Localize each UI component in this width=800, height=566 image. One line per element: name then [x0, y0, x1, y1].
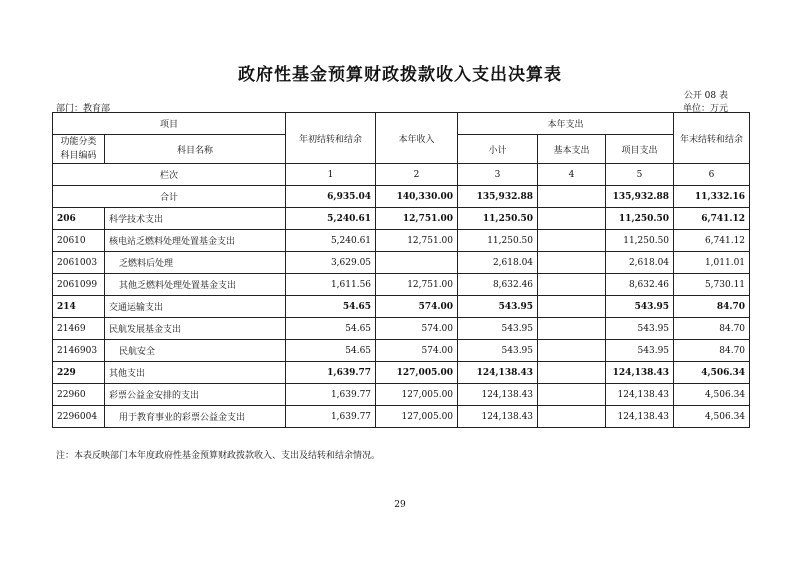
value-cell: 4,506.34 — [674, 406, 750, 428]
value-cell: 2,618.04 — [458, 252, 538, 274]
subject-code: 22960 — [53, 384, 105, 406]
table-row — [53, 318, 750, 340]
value-cell: 8,632.46 — [606, 274, 674, 296]
value-cell: 1,611.56 — [286, 274, 376, 296]
table-row — [53, 340, 750, 362]
subject-name: 彩票公益金安排的支出 — [105, 384, 286, 406]
value-cell: 127,005.00 — [376, 362, 458, 384]
value-cell: 1,011.01 — [674, 252, 750, 274]
subject-name: 用于教育事业的彩票公益金支出 — [105, 406, 286, 428]
value-cell: 11,250.50 — [606, 230, 674, 252]
value-cell: 5,240.61 — [286, 208, 376, 230]
column-index-label: 栏次 — [53, 164, 286, 186]
subject-code: 229 — [53, 362, 105, 384]
header-annual-income: 本年收入 — [376, 113, 458, 164]
value-cell: 4,506.34 — [674, 362, 750, 384]
value-cell: 543.95 — [606, 318, 674, 340]
value-cell: 84.70 — [674, 296, 750, 318]
total-cell: 6,935.04 — [286, 186, 376, 208]
header-annual-expense: 本年支出 — [458, 113, 674, 135]
value-cell: 574.00 — [376, 296, 458, 318]
subject-name: 其他支出 — [105, 362, 286, 384]
value-cell: 84.70 — [674, 340, 750, 362]
header-project-expense: 项目支出 — [606, 135, 674, 164]
subject-name: 核电站乏燃料处理处置基金支出 — [105, 230, 286, 252]
value-cell: 543.95 — [606, 296, 674, 318]
value-cell: 127,005.00 — [376, 406, 458, 428]
subject-code: 214 — [53, 296, 105, 318]
table-row — [53, 296, 750, 318]
value-cell: 124,138.43 — [458, 384, 538, 406]
header-func-code-line1: 功能分类 — [60, 137, 97, 147]
value-cell — [538, 230, 606, 252]
value-cell: 8,632.46 — [458, 274, 538, 296]
header-func-code — [53, 135, 105, 164]
subject-code: 20610 — [53, 230, 105, 252]
header-opening-balance: 年初结转和结余 — [286, 113, 376, 164]
subject-name: 民航发展基金支出 — [105, 318, 286, 340]
value-cell — [538, 208, 606, 230]
value-cell: 5,240.61 — [286, 230, 376, 252]
column-number: 5 — [606, 164, 674, 186]
value-cell — [538, 340, 606, 362]
value-cell — [538, 406, 606, 428]
value-cell — [538, 318, 606, 340]
subject-code: 2061099 — [53, 274, 105, 296]
value-cell: 11,250.50 — [606, 208, 674, 230]
table-row — [53, 384, 750, 406]
value-cell: 574.00 — [376, 340, 458, 362]
subject-code: 2296004 — [53, 406, 105, 428]
total-label: 合计 — [53, 186, 286, 208]
header-project: 项目 — [53, 113, 286, 135]
value-cell — [538, 384, 606, 406]
value-cell: 12,751.00 — [376, 274, 458, 296]
total-cell: 140,330.00 — [376, 186, 458, 208]
header-subtotal: 小计 — [458, 135, 538, 164]
total-cell: 135,932.88 — [458, 186, 538, 208]
table-row — [53, 406, 750, 428]
value-cell: 12,751.00 — [376, 208, 458, 230]
value-cell: 12,751.00 — [376, 230, 458, 252]
value-cell: 3,629.05 — [286, 252, 376, 274]
value-cell: 1,639.77 — [286, 362, 376, 384]
value-cell: 1,639.77 — [286, 406, 376, 428]
value-cell: 124,138.43 — [606, 406, 674, 428]
value-cell — [538, 252, 606, 274]
table-row — [53, 208, 750, 230]
value-cell: 124,138.43 — [458, 406, 538, 428]
value-cell: 124,138.43 — [458, 362, 538, 384]
subject-code: 206 — [53, 208, 105, 230]
total-row — [53, 186, 750, 208]
value-cell — [538, 274, 606, 296]
unit-label: 单位：万元 — [682, 104, 728, 114]
value-cell: 4,506.34 — [674, 384, 750, 406]
value-cell: 84.70 — [674, 318, 750, 340]
header-func-code-line2: 科目编码 — [60, 151, 97, 161]
value-cell: 543.95 — [458, 340, 538, 362]
value-cell — [538, 296, 606, 318]
subject-code: 2146903 — [53, 340, 105, 362]
total-cell — [538, 186, 606, 208]
subject-name: 科学技术支出 — [105, 208, 286, 230]
footnote: 注：本表反映部门本年度政府性基金预算财政拨款收入、支出及结转和结余情况。 — [56, 451, 381, 461]
table-row — [53, 252, 750, 274]
value-cell: 574.00 — [376, 318, 458, 340]
value-cell: 11,250.50 — [458, 230, 538, 252]
budget-table — [52, 112, 750, 428]
column-number: 3 — [458, 164, 538, 186]
page-title: 政府性基金预算财政拨款收入支出决算表 — [238, 65, 562, 85]
value-cell — [376, 252, 458, 274]
value-cell — [538, 362, 606, 384]
value-cell: 11,250.50 — [458, 208, 538, 230]
value-cell: 543.95 — [606, 340, 674, 362]
table-row — [53, 362, 750, 384]
value-cell: 54.65 — [286, 340, 376, 362]
value-cell: 54.65 — [286, 296, 376, 318]
value-cell: 54.65 — [286, 318, 376, 340]
header-basic-expense: 基本支出 — [538, 135, 606, 164]
value-cell: 543.95 — [458, 318, 538, 340]
header-subject-name: 科目名称 — [105, 135, 286, 164]
total-cell: 135,932.88 — [606, 186, 674, 208]
table-row — [53, 274, 750, 296]
column-number: 1 — [286, 164, 376, 186]
total-cell: 11,332.16 — [674, 186, 750, 208]
value-cell: 124,138.43 — [606, 362, 674, 384]
table-row — [53, 230, 750, 252]
subject-name: 乏燃料后处理 — [105, 252, 286, 274]
subject-code: 21469 — [53, 318, 105, 340]
department-label: 部门：教育部 — [56, 104, 111, 114]
form-code: 公开 08 表 — [683, 91, 728, 101]
column-number: 4 — [538, 164, 606, 186]
header-closing-balance: 年末结转和结余 — [674, 113, 750, 164]
subject-name: 其他乏燃料处理处置基金支出 — [105, 274, 286, 296]
subject-name: 民航安全 — [105, 340, 286, 362]
page-number: 29 — [394, 500, 406, 510]
subject-name: 交通运输支出 — [105, 296, 286, 318]
value-cell: 1,639.77 — [286, 384, 376, 406]
column-number: 6 — [674, 164, 750, 186]
value-cell: 124,138.43 — [606, 384, 674, 406]
value-cell: 543.95 — [458, 296, 538, 318]
value-cell: 6,741.12 — [674, 208, 750, 230]
value-cell: 127,005.00 — [376, 384, 458, 406]
value-cell: 2,618.04 — [606, 252, 674, 274]
column-number: 2 — [376, 164, 458, 186]
value-cell: 6,741.12 — [674, 230, 750, 252]
subject-code: 2061003 — [53, 252, 105, 274]
value-cell: 5,730.11 — [674, 274, 750, 296]
